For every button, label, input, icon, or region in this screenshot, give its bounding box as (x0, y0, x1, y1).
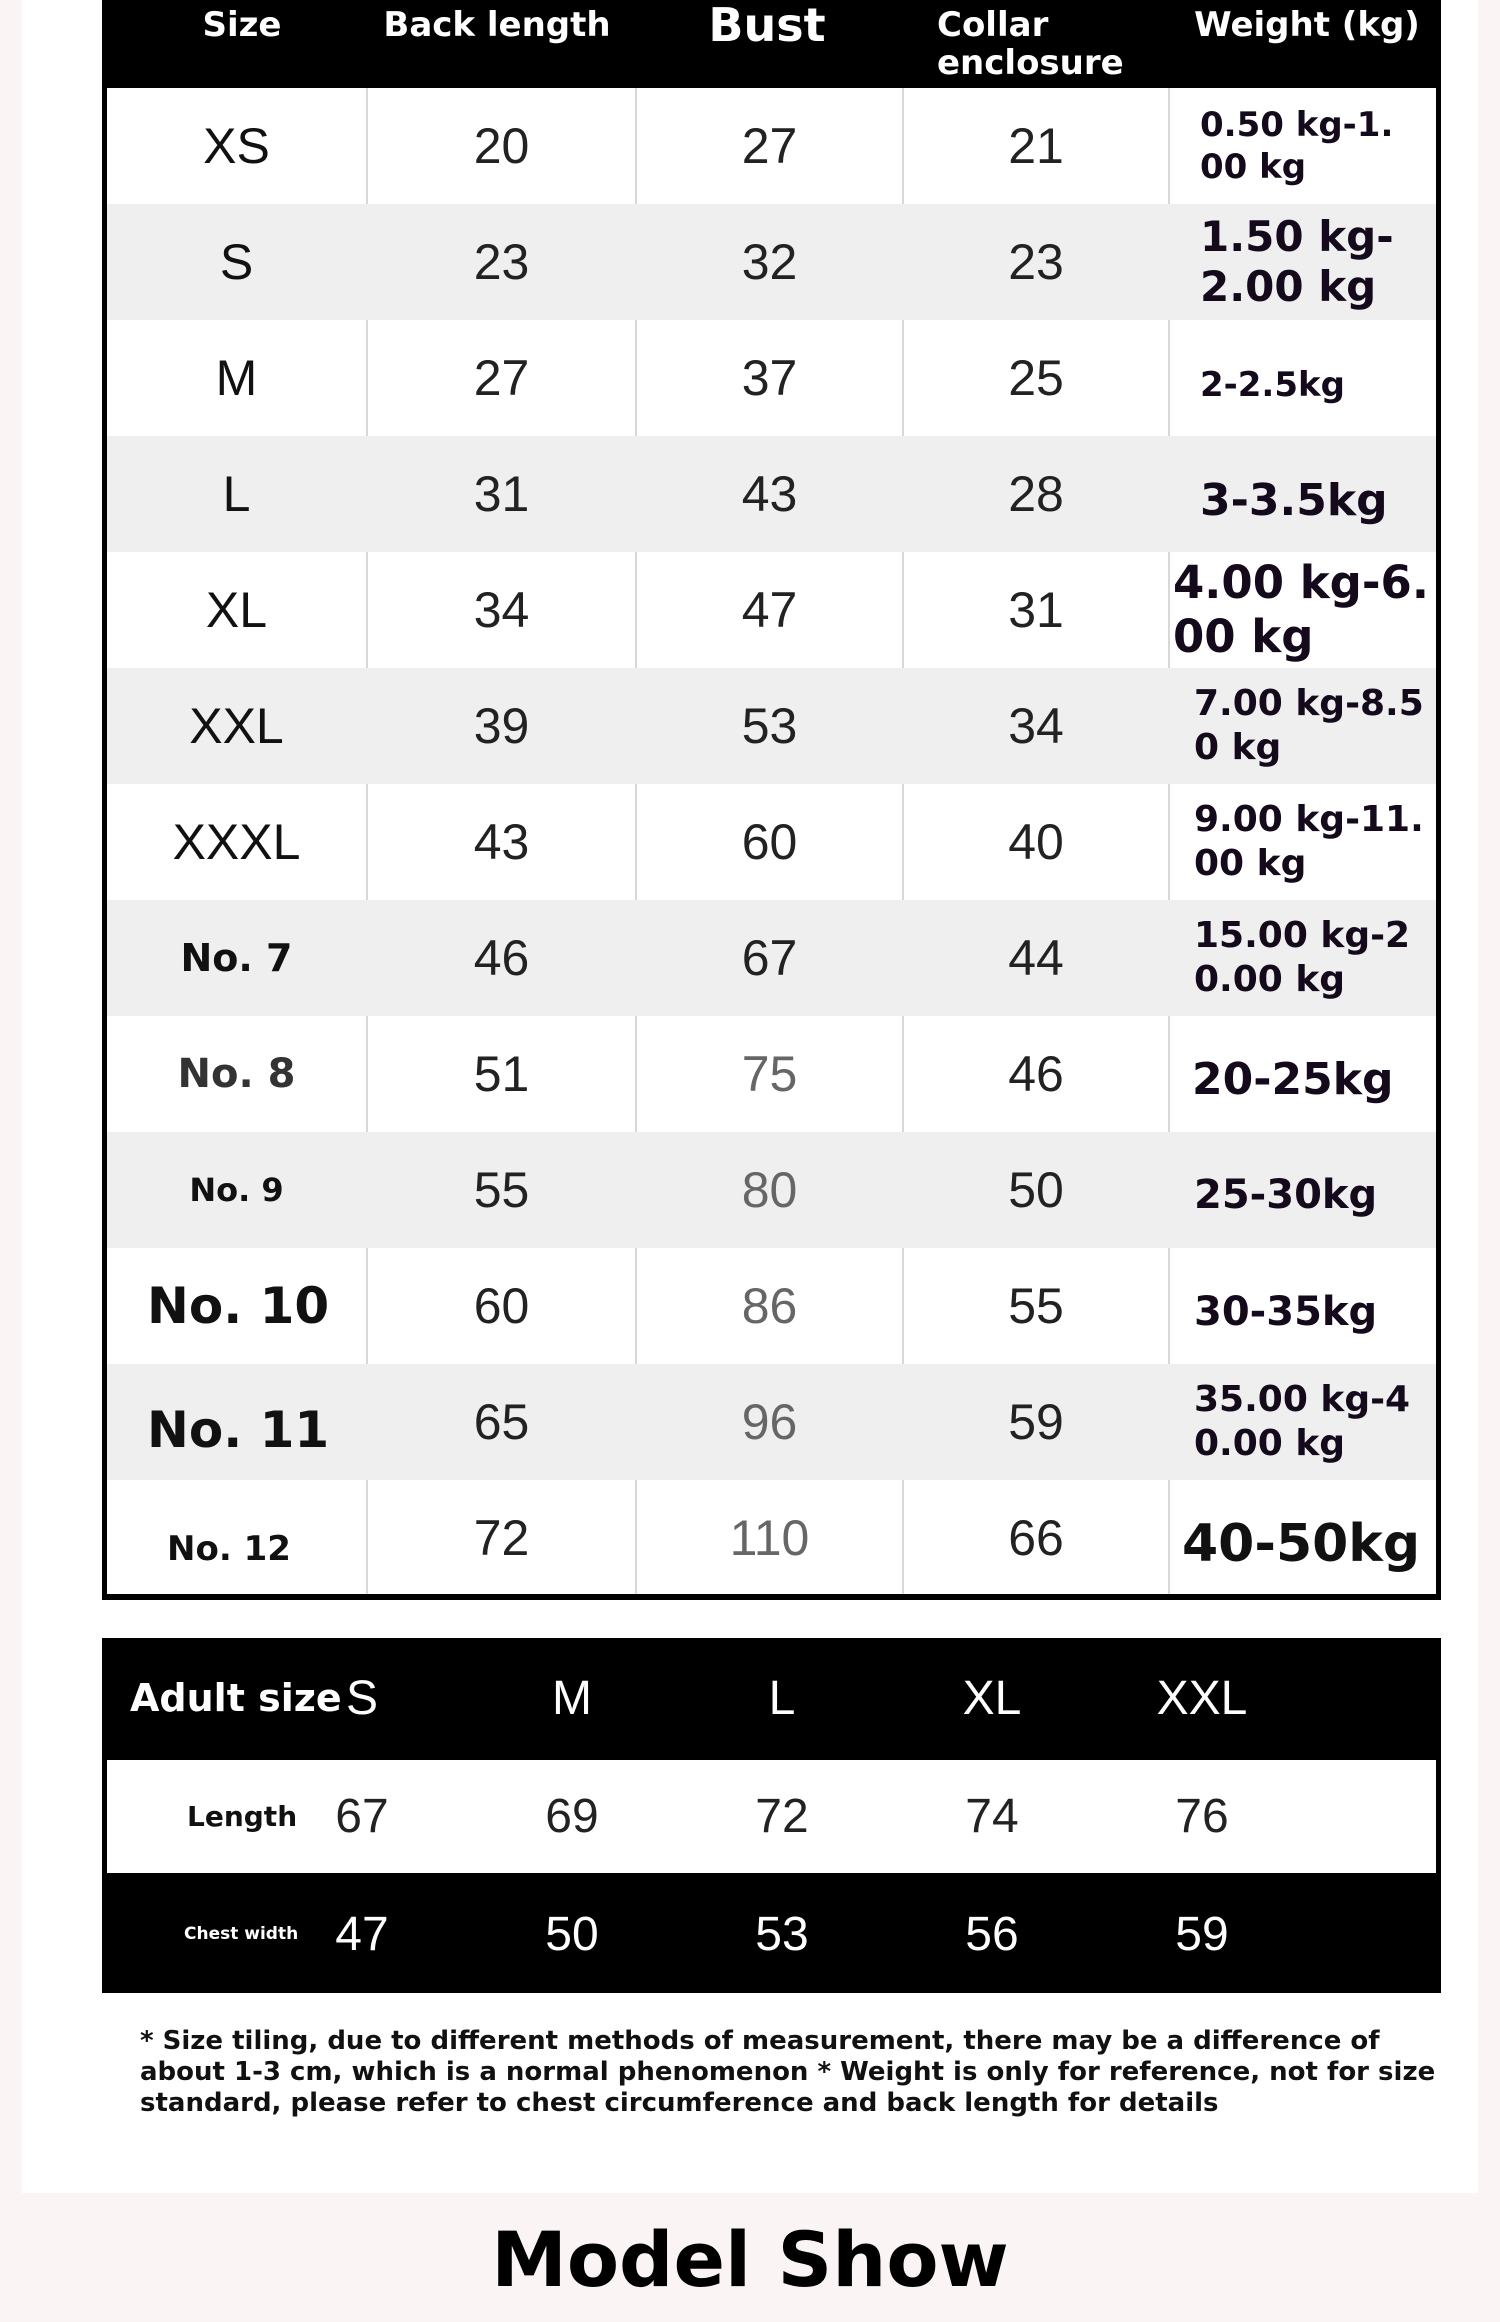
weight-cell: 7.00 kg-8.5 0 kg (1194, 683, 1424, 768)
table-row (107, 436, 1436, 552)
adult-size-s: S (345, 1671, 378, 1725)
size-chart-card (22, 0, 1478, 2193)
back-length-cell: 72 (473, 1510, 530, 1566)
table-row (107, 668, 1436, 784)
table-row (107, 320, 1436, 436)
adult-size-label: Adult size (130, 1676, 342, 1720)
collar-cell: 34 (1008, 698, 1064, 754)
table-row (107, 1480, 1436, 1594)
weight-cell: 35.00 kg-4 0.00 kg (1194, 1379, 1411, 1464)
kids-table-body (107, 88, 1436, 1594)
collar-cell: 23 (1008, 234, 1064, 290)
size-note: * Size tiling, due to different methods of measurement, there may be a difference of about 1-3 cm, which is a normal phenomenon * Weight is only for reference, not for size standard, please refer to chest circumference and back length for details (140, 2026, 1436, 2118)
table-row (107, 552, 1436, 668)
size-cell: XXL (189, 698, 284, 754)
size-cell: XL (205, 582, 268, 638)
back-length-cell: 20 (473, 118, 530, 174)
kids-table-header (102, 0, 1441, 88)
kids-size-table (102, 0, 1441, 1600)
bust-cell: 96 (741, 1394, 798, 1450)
chest-value: 50 (545, 1907, 599, 1961)
back-length-cell: 46 (473, 930, 530, 986)
bust-cell: 80 (741, 1162, 798, 1218)
weight-cell: 1.50 kg- 2.00 kg (1200, 212, 1394, 311)
table-row (107, 204, 1436, 320)
table-row (107, 1248, 1436, 1364)
bust-cell: 27 (741, 118, 798, 174)
adult-length-row (107, 1760, 1436, 1873)
weight-cell: 15.00 kg-2 0.00 kg (1194, 915, 1411, 1000)
adult-size-xxl: XXL (1156, 1671, 1248, 1725)
back-length-cell: 51 (473, 1046, 530, 1102)
length-value: 67 (335, 1790, 389, 1843)
collar-cell: 46 (1008, 1046, 1064, 1102)
weight-cell: 40-50kg (1182, 1514, 1421, 1574)
size-cell: XXXL (172, 814, 301, 870)
size-cell: XS (203, 118, 270, 174)
table-row (107, 1364, 1436, 1480)
weight-cell: 30-35kg (1194, 1289, 1378, 1335)
bust-cell: 67 (741, 930, 798, 986)
weight-cell: 25-30kg (1194, 1172, 1378, 1218)
table-row (107, 1016, 1436, 1132)
bust-cell: 60 (741, 814, 798, 870)
bust-cell: 32 (741, 234, 798, 290)
weight-cell: 0.50 kg-1. 00 kg (1200, 105, 1394, 187)
table-row (107, 900, 1436, 1016)
back-length-cell: 23 (473, 234, 530, 290)
bust-cell: 86 (741, 1278, 798, 1334)
bust-cell: 47 (741, 582, 798, 638)
back-length-cell: 60 (473, 1278, 530, 1334)
weight-cell: 4.00 kg-6. 00 kg (1173, 556, 1429, 663)
collar-cell: 59 (1008, 1394, 1064, 1450)
table-row (107, 784, 1436, 900)
size-cell: No. 11 (147, 1401, 330, 1459)
back-length-cell: 65 (473, 1394, 530, 1450)
bust-cell: 110 (729, 1510, 810, 1566)
weight-cell: 9.00 kg-11. 00 kg (1194, 799, 1424, 884)
table-row (107, 1132, 1436, 1248)
collar-cell: 66 (1008, 1510, 1064, 1566)
header-weight: Weight (kg) (1194, 5, 1420, 45)
size-cell: L (222, 466, 251, 522)
bust-cell: 75 (741, 1046, 798, 1102)
size-cell: No. 10 (147, 1277, 330, 1335)
collar-cell: 44 (1008, 930, 1064, 986)
adult-size-table (102, 1638, 1441, 1993)
collar-cell: 28 (1008, 466, 1064, 522)
collar-cell: 55 (1008, 1278, 1064, 1334)
adult-size-l: L (768, 1671, 796, 1725)
back-length-cell: 39 (473, 698, 530, 754)
chest-value: 56 (965, 1907, 1019, 1961)
header-collar-enclosure: Collar enclosure (937, 5, 1124, 83)
size-cell: M (215, 350, 258, 406)
length-value: 74 (965, 1790, 1019, 1843)
collar-cell: 21 (1008, 118, 1064, 174)
length-value: 72 (755, 1790, 809, 1843)
collar-cell: 50 (1008, 1162, 1064, 1218)
size-cell: No. 9 (189, 1171, 284, 1209)
chest-value: 59 (1175, 1907, 1229, 1961)
header-size: Size (202, 5, 282, 45)
adult-chest-row (102, 1875, 1441, 1993)
collar-cell: 25 (1008, 350, 1064, 406)
back-length-cell: 34 (473, 582, 530, 638)
model-show-title: Model Show (491, 2215, 1009, 2304)
table-row (107, 88, 1436, 204)
collar-cell: 31 (1008, 582, 1064, 638)
chest-width-label: Chest width (184, 1924, 299, 1944)
size-cell: No. 8 (177, 1051, 296, 1097)
chest-value: 53 (755, 1907, 809, 1961)
header-back-length: Back length (383, 5, 611, 45)
size-cell: S (219, 234, 254, 290)
adult-header-row (102, 1638, 1441, 1758)
length-value: 69 (545, 1790, 599, 1843)
back-length-cell: 31 (473, 466, 530, 522)
back-length-cell: 27 (473, 350, 530, 406)
weight-cell: 3-3.5kg (1200, 475, 1388, 526)
bust-cell: 53 (741, 698, 798, 754)
chest-value: 47 (335, 1907, 389, 1961)
size-cell: No. 7 (180, 936, 293, 980)
back-length-cell: 55 (473, 1162, 530, 1218)
adult-size-m: M (552, 1671, 592, 1725)
bust-cell: 43 (741, 466, 798, 522)
adult-size-xl: XL (962, 1671, 1022, 1725)
collar-cell: 40 (1008, 814, 1064, 870)
bust-cell: 37 (741, 350, 798, 406)
weight-cell: 2-2.5kg (1200, 365, 1345, 405)
length-label: Length (187, 1800, 298, 1833)
header-bust: Bust (708, 0, 826, 52)
weight-cell: 20-25kg (1192, 1054, 1394, 1105)
size-cell: No. 12 (167, 1529, 291, 1569)
length-value: 76 (1175, 1790, 1229, 1843)
back-length-cell: 43 (473, 814, 530, 870)
